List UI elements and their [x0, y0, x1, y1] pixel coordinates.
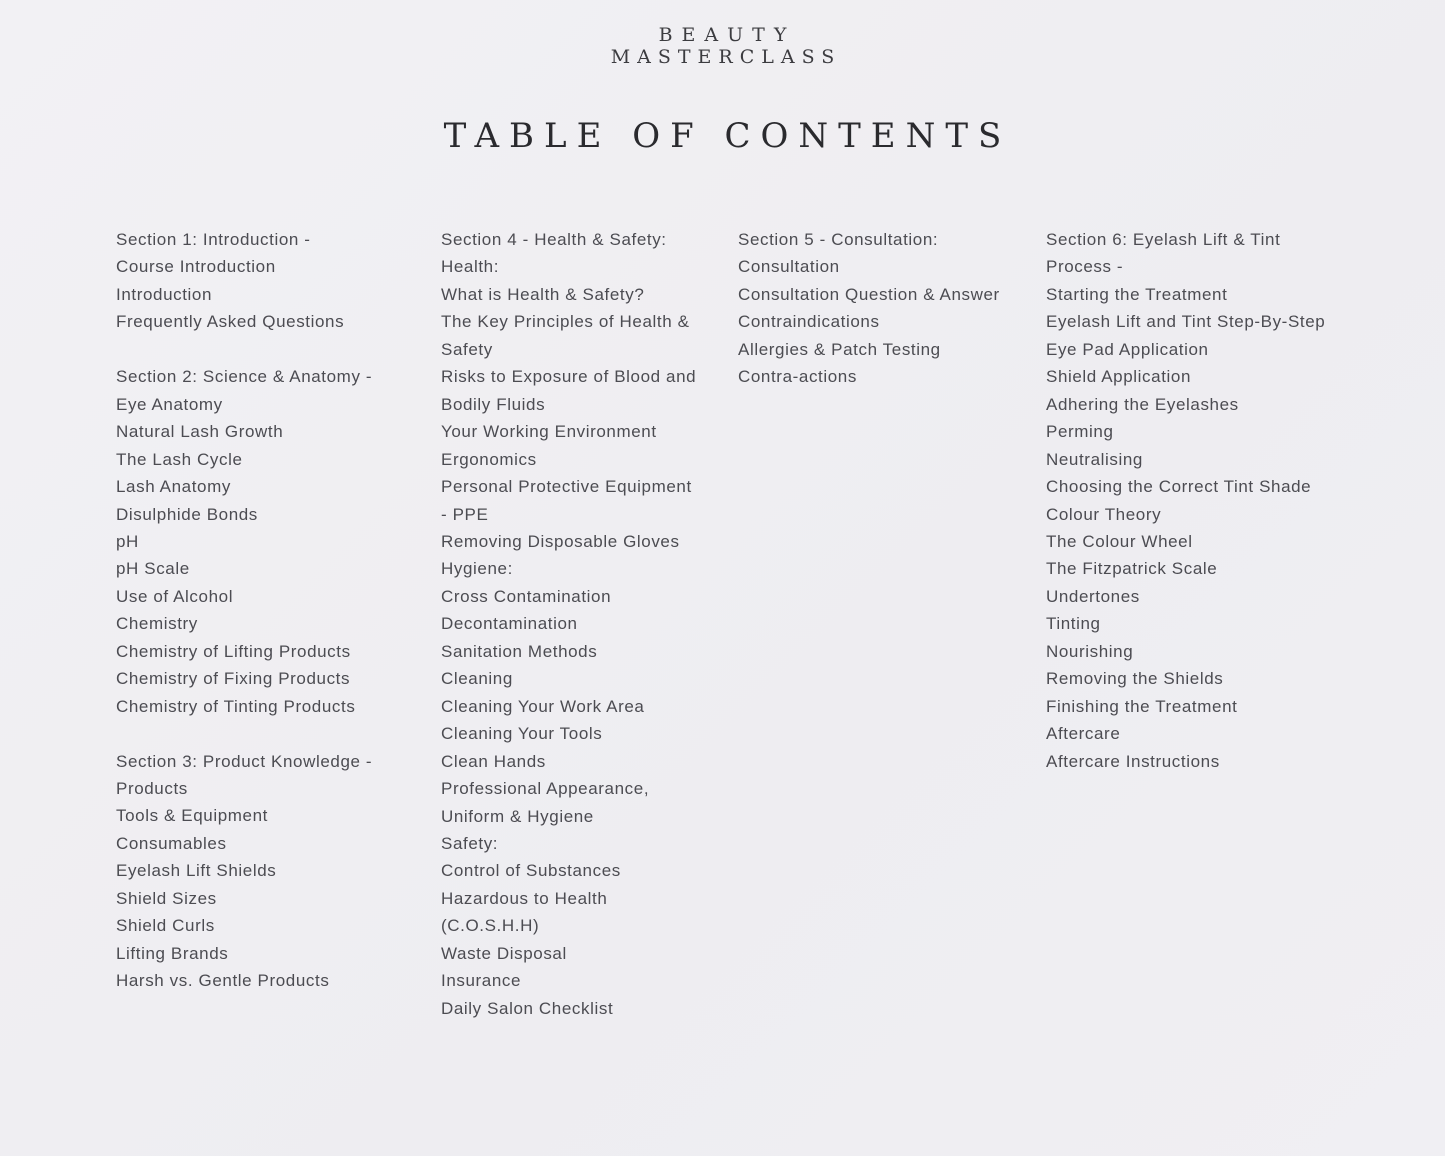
- toc-entry: Hazardous to Health: [441, 888, 608, 908]
- toc-entry: Eyelash Lift Shields: [116, 861, 277, 881]
- toc-entry: Consultation Question & Answer: [738, 284, 1000, 304]
- toc-entry: Sanitation Methods: [441, 641, 598, 661]
- brand-logo: [0, 24, 1445, 68]
- toc-entry: - PPE: [441, 504, 489, 524]
- toc-entry: What is Health & Safety?: [441, 284, 645, 304]
- toc-entry: Perming: [1046, 422, 1114, 442]
- toc-entry: (C.O.S.H.H): [441, 916, 540, 936]
- toc-section-heading: Section 2: Science & Anatomy -: [116, 367, 373, 387]
- toc-entry: Disulphide Bonds: [116, 504, 258, 524]
- toc-section-heading: Section 1: Introduction -: [116, 230, 311, 249]
- toc-entry: Daily Salon Checklist: [441, 998, 614, 1018]
- toc-entry: Ergonomics: [441, 449, 537, 469]
- toc-column-4: [1046, 226, 1346, 775]
- toc-entry: Colour Theory: [1046, 504, 1162, 524]
- toc-entry: Products: [116, 779, 188, 799]
- toc-entry: Cleaning Your Work Area: [441, 696, 645, 716]
- toc-entry: Control of Substances: [441, 861, 621, 881]
- toc-entry: Safety:: [441, 833, 499, 853]
- toc-entry: Consultation: [738, 257, 840, 277]
- toc-entry: Removing Disposable Gloves: [441, 531, 680, 551]
- toc-entry: Shield Sizes: [116, 888, 217, 908]
- toc-entry: Frequently Asked Questions: [116, 312, 345, 332]
- toc-entry: Professional Appearance,: [441, 779, 650, 799]
- toc-entry: Natural Lash Growth: [116, 422, 284, 442]
- toc-entry: Use of Alcohol: [116, 586, 234, 606]
- toc-entry: Cleaning Your Tools: [441, 724, 603, 744]
- toc-entry: Aftercare Instructions: [1046, 751, 1220, 771]
- toc-column-3: [738, 226, 1028, 391]
- toc-entry: Contra-actions: [738, 367, 857, 387]
- toc-entry: The Fitzpatrick Scale: [1046, 559, 1218, 579]
- toc-entry: pH Scale: [116, 559, 190, 579]
- toc-entry: Eye Anatomy: [116, 394, 223, 414]
- toc-entry: Consumables: [116, 833, 227, 853]
- toc-entry: Tinting: [1046, 614, 1101, 634]
- toc-entry: Chemistry of Tinting Products: [116, 696, 356, 716]
- toc-entry: Aftercare: [1046, 724, 1121, 744]
- toc-entry: Cleaning: [441, 669, 513, 689]
- toc-entry: Shield Application: [1046, 367, 1192, 387]
- toc-entry: Undertones: [1046, 586, 1140, 606]
- toc-entry: Cross Contamination: [441, 586, 612, 606]
- toc-entry: Uniform & Hygiene: [441, 806, 594, 826]
- toc-entry: Eye Pad Application: [1046, 339, 1209, 359]
- toc-entry: Nourishing: [1046, 641, 1134, 661]
- toc-entry: Finishing the Treatment: [1046, 696, 1238, 716]
- toc-entry: Risks to Exposure of Blood and: [441, 367, 697, 387]
- toc-entry: Personal Protective Equipment: [441, 477, 692, 497]
- toc-entry: Hygiene:: [441, 559, 513, 579]
- toc-entry: Lifting Brands: [116, 943, 229, 963]
- toc-entry: Chemistry of Fixing Products: [116, 669, 351, 689]
- toc-entry: Choosing the Correct Tint Shade: [1046, 477, 1312, 497]
- toc-column-2: [441, 226, 721, 1022]
- toc-entry: Harsh vs. Gentle Products: [116, 971, 330, 991]
- toc-entry: Neutralising: [1046, 449, 1143, 469]
- toc-entry: The Lash Cycle: [116, 449, 243, 469]
- toc-entry: Bodily Fluids: [441, 394, 546, 414]
- toc-entry: Shield Curls: [116, 916, 215, 936]
- toc-entry: Tools & Equipment: [116, 806, 268, 826]
- toc-entry: Decontamination: [441, 614, 578, 634]
- toc-entry: Lash Anatomy: [116, 477, 231, 497]
- toc-entry: Eyelash Lift and Tint Step-By-Step: [1046, 312, 1326, 332]
- toc-section-heading: Section 4 - Health & Safety:: [441, 230, 667, 249]
- toc-entry: Chemistry of Lifting Products: [116, 641, 351, 661]
- toc-entry: pH: [116, 531, 139, 551]
- toc-entry: Health:: [441, 257, 500, 277]
- toc-entry: The Key Principles of Health &: [441, 312, 690, 332]
- toc-entry: Your Working Environment: [441, 422, 657, 442]
- toc-entry: Course Introduction: [116, 257, 276, 277]
- toc-entry: Contraindications: [738, 312, 880, 332]
- brand-line-1: BEAUTY: [658, 24, 796, 46]
- section-spacer: [116, 720, 416, 747]
- section-spacer: [116, 336, 416, 363]
- toc-section-heading: Section 5 - Consultation:: [738, 230, 939, 249]
- toc-entry: Introduction: [116, 284, 213, 304]
- toc-entry: Removing the Shields: [1046, 669, 1224, 689]
- page-title: TABLE OF CONTENTS: [443, 116, 1012, 156]
- toc-section-heading: Section 3: Product Knowledge -: [116, 751, 373, 771]
- toc-entry: Chemistry: [116, 614, 198, 634]
- toc-entry: Waste Disposal: [441, 943, 567, 963]
- toc-section-heading: Section 6: Eyelash Lift & Tint: [1046, 230, 1281, 249]
- toc-entry: Adhering the Eyelashes: [1046, 394, 1239, 414]
- toc-entry: Starting the Treatment: [1046, 284, 1228, 304]
- toc-entry: The Colour Wheel: [1046, 531, 1193, 551]
- toc-entry: Safety: [441, 339, 493, 359]
- toc-entry: Process -: [1046, 257, 1124, 277]
- toc-entry: Insurance: [441, 971, 522, 991]
- toc-entry: Allergies & Patch Testing: [738, 339, 941, 359]
- brand-line-2: MASTERCLASS: [610, 46, 842, 68]
- toc-column-1: [116, 226, 416, 995]
- toc-entry: Clean Hands: [441, 751, 546, 771]
